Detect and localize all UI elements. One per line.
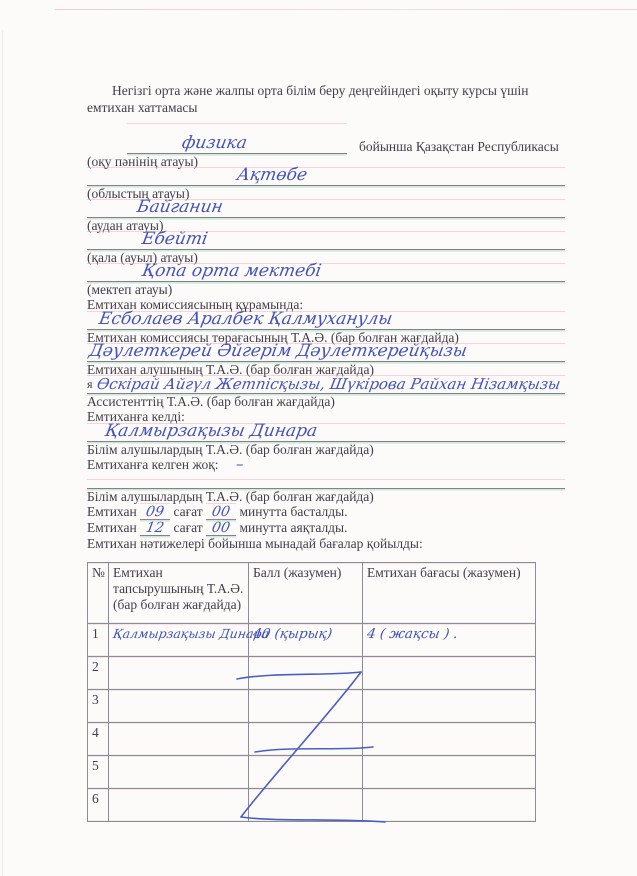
chairman-field-row — [87, 309, 565, 330]
end-minute-handwriting: 00 — [210, 520, 232, 536]
present-label: Білім алушылардың Т.А.Ә. (бар болған жағдайда) — [87, 442, 374, 457]
table-row — [88, 756, 536, 789]
row-grade-cell — [363, 624, 536, 657]
subject-rule — [127, 124, 347, 154]
present-field-row — [87, 421, 565, 442]
document-content — [87, 83, 565, 822]
header-cell-score: Балл (жазумен) — [249, 563, 363, 624]
table-row — [88, 789, 536, 822]
row-grade-cell — [363, 657, 536, 690]
region-rule — [87, 165, 565, 186]
start-pre-text: Емтихан — [87, 504, 137, 519]
row-score-cell — [249, 657, 363, 690]
absent-line — [87, 457, 565, 473]
region-label: (облыстың атауы) — [87, 186, 190, 201]
district-handwriting: Байганин — [135, 197, 225, 217]
commission-heading: Емтихан комиссиясының құрамында: — [87, 297, 304, 312]
district-field-row — [87, 197, 565, 218]
table-row — [88, 690, 536, 723]
chairman-handwriting: Есболаев Аралбек Қалмуханулы — [97, 309, 394, 329]
row-number-cell: 2 — [88, 657, 109, 690]
absent-label: Білім алушылардың Т.А.Ә. (бар болған жағдайда) — [87, 489, 374, 504]
district-rule — [87, 197, 565, 218]
settlement-handwriting: Ебейті — [140, 229, 210, 249]
assistant-handwriting: Өскірай Айгүл Жетпісқызы, Шүкірова Райхан Нізамқызы — [95, 375, 563, 393]
absent-dash-handwriting: – — [234, 455, 246, 473]
row-grade-cell — [363, 756, 536, 789]
school-label: (мектеп атауы) — [87, 282, 173, 297]
chairman-rule — [87, 309, 565, 330]
settlement-field-row — [87, 229, 565, 250]
start-post-text: минутта басталды. — [239, 504, 348, 519]
end-minute-rule — [206, 520, 236, 536]
examiner-handwriting: Дәулеткерей Әйгерім Дәулеткерейқызы — [87, 341, 469, 361]
examiner-field-row — [87, 341, 565, 362]
start-minute-rule — [206, 504, 236, 520]
examiner-rule — [87, 341, 565, 362]
assistant-prefix-mark: я — [87, 377, 93, 391]
present-rule — [87, 421, 565, 442]
table-header-row — [88, 563, 536, 624]
row-score-cell — [249, 789, 363, 822]
assistant-rule — [87, 376, 565, 394]
present-heading: Емтиханға келді: — [87, 409, 185, 424]
absent-heading: Емтиханға келген жоқ: — [87, 457, 219, 472]
row-number-cell: 4 — [88, 723, 109, 756]
exam-end-line — [87, 520, 565, 536]
scan-artifact-top-line — [55, 9, 637, 10]
header-cell-name: Емтихан тапсырушының Т.А.Ә. (бар болған жағдайда) — [109, 563, 249, 624]
header-cell-number: № — [88, 563, 109, 624]
row-name-cell — [109, 789, 249, 822]
row-grade-cell — [363, 690, 536, 723]
row-number-cell: 5 — [88, 756, 109, 789]
row1-name-handwriting: Қалмырзақызы Динара — [111, 626, 271, 641]
end-post-text: минутта аяқталды. — [239, 520, 348, 535]
row-score-cell — [249, 723, 363, 756]
present-handwriting: Қалмырзақызы Динара — [103, 421, 319, 441]
start-minute-handwriting: 00 — [210, 504, 232, 520]
row-name-cell — [109, 690, 249, 723]
row-grade-cell — [363, 723, 536, 756]
header-cell-grade: Емтихан бағасы (жазумен) — [363, 563, 536, 624]
region-handwriting: Ақтөбе — [235, 165, 309, 185]
scan-artifact-left-edge — [2, 30, 3, 876]
table-row — [88, 723, 536, 756]
grades-table-wrap — [87, 562, 535, 822]
row-number-cell: 6 — [88, 789, 109, 822]
document-title: Негізгі орта және жалпы орта білім беру деңгейіндегі оқыту курсы үшін емтихан хаттамасы — [87, 83, 529, 115]
assistant-label: Ассистенттің Т.А.Ә. (бар болған жағдайда) — [87, 394, 335, 409]
end-pre-text: Емтихан — [87, 520, 137, 535]
row-name-cell — [109, 756, 249, 789]
row-name-cell — [109, 657, 249, 690]
table-row — [88, 624, 536, 657]
school-handwriting: Қопа орта мектебі — [140, 261, 323, 281]
subject-label: (оқу пәнінің атауы) — [87, 154, 199, 169]
row-score-cell — [249, 756, 363, 789]
row1-grade-handwriting: 4 ( жақсы ) . — [365, 626, 460, 642]
row-score-cell — [249, 624, 363, 657]
examiner-label: Емтихан алушының Т.А.Ә. (бар болған жағдайда) — [87, 362, 375, 377]
start-hour-rule — [140, 504, 170, 520]
start-hour-handwriting: 09 — [144, 504, 166, 520]
row-name-cell — [109, 723, 249, 756]
school-rule — [87, 261, 565, 282]
row1-score-handwriting: 40 (қырық) — [251, 626, 334, 642]
row-number-cell: 3 — [88, 690, 109, 723]
exam-start-line — [87, 504, 565, 520]
results-heading: Емтихан нәтижелері бойынша мынадай бағалар қойылды: — [87, 536, 423, 551]
end-mid-text: сағат — [173, 520, 203, 535]
subject-handwriting: физика — [180, 133, 249, 153]
blank-field-row — [87, 481, 565, 489]
row-score-cell — [249, 690, 363, 723]
chairman-label: Емтихан комиссиясы төрағасының Т.А.Ә. (бар болған жағдайда) — [87, 330, 459, 345]
table-row — [88, 657, 536, 690]
row-grade-cell — [363, 789, 536, 822]
end-hour-rule — [140, 520, 170, 536]
blank-rule — [87, 480, 565, 489]
settlement-rule — [87, 229, 565, 250]
subject-field-row — [87, 125, 565, 154]
start-mid-text: сағат — [173, 504, 203, 519]
end-hour-handwriting: 12 — [144, 520, 166, 536]
assistant-field-row — [87, 377, 565, 394]
settlement-label: (қала (ауыл) атауы) — [87, 250, 198, 265]
district-label: (аудан атауы) — [87, 218, 164, 233]
region-field-row — [87, 165, 565, 186]
row-name-cell — [109, 624, 271, 657]
grades-table — [87, 562, 536, 822]
school-field-row — [87, 261, 565, 282]
row-number-cell: 1 — [88, 624, 109, 657]
subject-suffix-text: бойынша Қазақстан Республикасы — [359, 139, 559, 154]
